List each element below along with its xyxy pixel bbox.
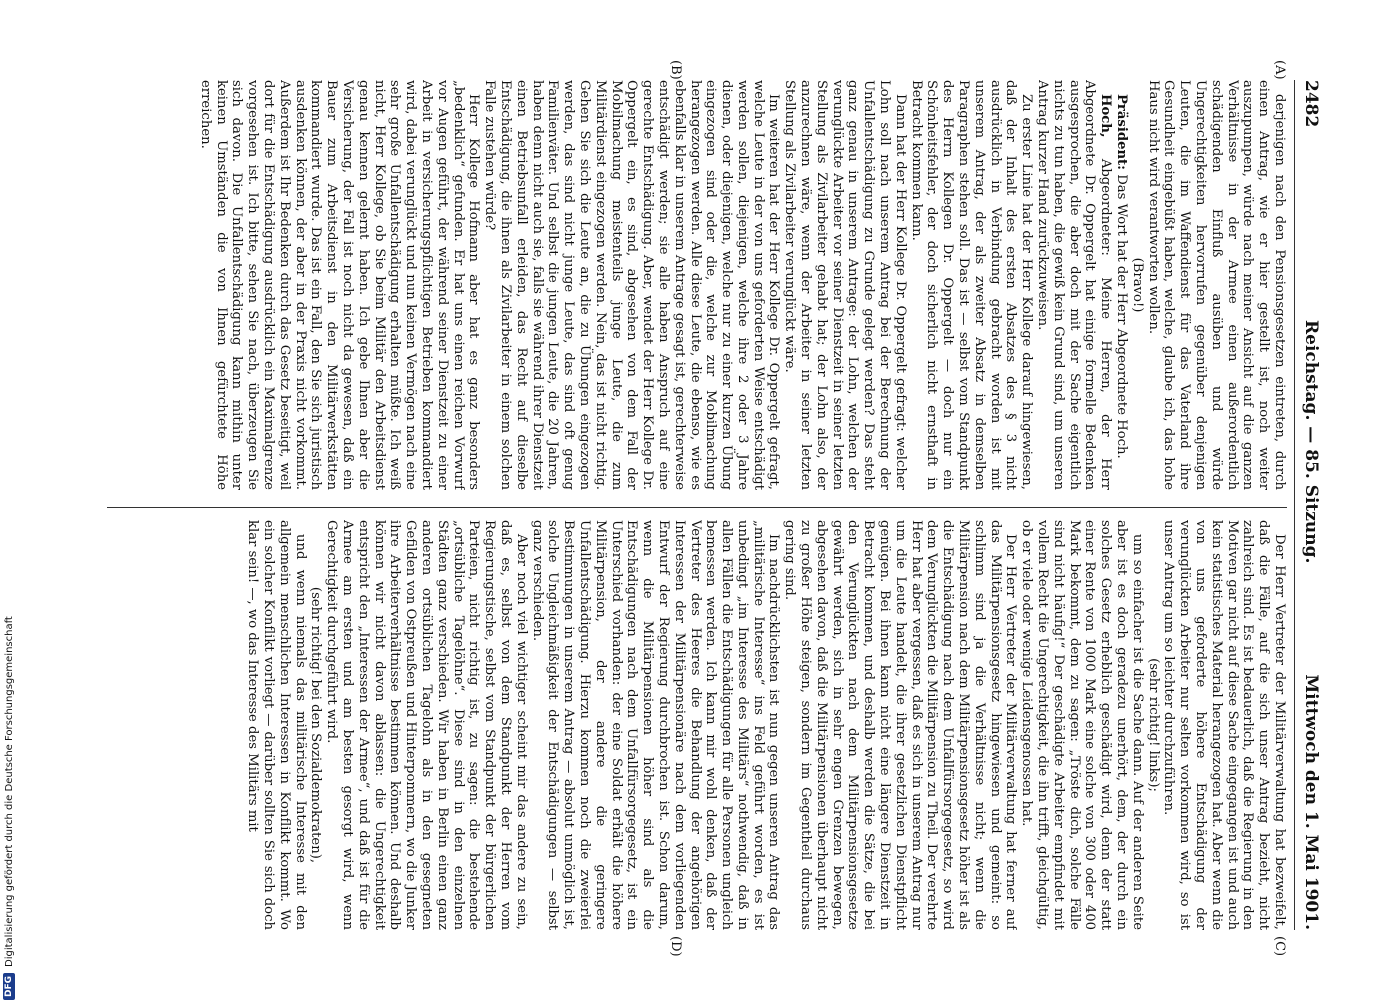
paragraph-text: Im weiteren hat der Herr Kollege Dr. Oppergelt gefragt, welche Leute in der von uns geforderten Weise entschädigt werden sollen, diejenigen, welche ihre 2 oder 3 Jahre dienen, oder diejenigen, welche nur zu einer kurzen Übung eingezogen sind oder die, welche zur Mobilmachung herangezogen werden. Alle diese Leute, die ebenso, wie es ebenfalls klar in unserem Antrage gesagt ist, gerechterweise entschädigt werden; sie alle haben Anspruch auf eine gerechte Entschädigung. Aber, wendet der Herr Kollege Dr. Oppergelt ein, es sind, abgesehen von dem Fall der Mobilmachung meistenteils junge Leute, die zum Militärdienst eingezogen werden. Nein, das ist nicht richtig. Gehen Sie sich die Leute an, die zu Übungen eingezogen werden, das sind nicht junge Leute, das sind oft genug Familienväter. Und selbst die jungen Leute, die 20 Jahren, haben denn nicht auch sie, falls sie während ihrer Dienstzeit einen Betriebsunfall erleiden, das Recht auf dieselbe Entschädigung, die ihnen als Zivilarbeiter in einem solchen Falle zustehen würde?	[482, 80, 782, 490]
paragraph-text: Aber noch viel wichtiger scheint mir das andere zu sein, daß es, selbst von dem Standpunkt der Herren vom Regierungstische, selbst vom Standpunkt der bürgerlichen Parteien, nicht richtig ist, zu sagen: die bestehende „ortsübliche Tagelöhne“. Diese sind in den einzelnen Städten ganz verschieden. Wir haben in Berlin einen ganz anderen ortsüblichen Tagelohn als in den gesegneten Gefilden von Ostpreußen und Hinterpommern, wo die Junker ihre Arbeiterverhältnisse bestimmen können. Und deshalb können wir nicht davon ablassen: die Ungerechtigkeit entspricht den „Interessen der Armee“, und daß ist für die Armee am ersten und am besten gesorgt wird, wenn Gerechtigkeit durchgeführt wird.	[324, 520, 529, 930]
paragraph	[1018, 520, 1144, 930]
margin-marker-d: (D)	[668, 936, 683, 957]
paragraph-text: Zu erster Linie hat der Herr Kollege darauf hingewiesen, daß der Inhalt des ersten Absatzes des § 3 nicht ausdrücklich in Verbindung gebracht worden ist mit unserem Antrag, der als zweiter Absatz in demselben Paragraphen stehen soll. Das ist — selbst vom Standpunkt des Herrn Kollegen Dr. Oppergelt — doch nur ein Schönheitsfehler, der doch sicherlich nicht ernsthaft in Betracht kommen kann.	[908, 80, 1035, 490]
paragraph-text: Das Wort hat der Herr Abgeordnete Hoch.	[1114, 174, 1130, 459]
paragraph	[782, 520, 1019, 930]
margin-marker-a: (A)	[1272, 60, 1287, 80]
paragraph	[1129, 80, 1145, 490]
paragraph-text: Herr Kollege Hofmann aber hat es ganz besonders „bedenklich“ gefunden. Er hat uns einen reichen Vorwurf vor Augen geführt, der während seiner Dienstzeit zu einer Arbeit in versicherungspflichtigen Betrieben kommandiert wird, dabei verunglückt und nun keinen Vermögen nach eine sehr große Unfallentschädigung erhalten müßte. Ich weiß nicht, Herr Kollege, ob Sie beim Militär den Arbeitsdienst genau kennen gelernt haben. Ich gebe Ihnen aber die Versicherung, der Fall ist noch nicht da gewesen, daß ein Bauer zum Arbeitsdienst in den Militärwerkstätten kommandiert wurde. Das ist ein Fall, den Sie sich juristisch ausdenken können, der aber in der Praxis nicht vorkommt. Außerdem ist Ihr Bedenken durch das Gesetz beseitigt, weil dort für die Entschädigung ausdrücklich ein Maximalgrenze vorgesehen ist. Ich bitte, sehen Sie nach, überzeugen Sie sich davon. Die Unfallentschädigung kann mithin unter keinen Umständen die von Ihnen gefürchtete Höhe erreichen.	[197, 80, 482, 490]
paragraph-text: (Bravo!)	[1129, 257, 1145, 313]
paragraph	[529, 520, 782, 930]
margin-marker-c: (C)	[1272, 936, 1287, 957]
paragraph	[908, 80, 1034, 490]
paragraph-text: und wenn niemals das militärische Interesse mit den allgemein menschlichen Interessen in Konflikt kommt. Wo ein solcher Konflikt vorliegt — darüber sollten Sie sich doch klar sein! —, wo das Interesse des Militärs mit	[245, 520, 308, 930]
paragraph	[1113, 80, 1129, 490]
paragraph	[1161, 520, 1287, 930]
session-title: Reichstag. — 85. Sitzung.	[1301, 320, 1321, 564]
paragraph-text: Dann hat der Herr Kollege Dr. Oppergelt gefragt: welcher Lohn soll nach unserem Antrag bei der Berechnung der Unfallentschädigung zu Grunde gelegt werden? Das steht ganz genau in unserem Antrage: der Lohn, welchen der verunglückte Arbeiter vor seiner Dienstzeit in seiner letzten Stellung als Zivilarbeiter gehabt hat; der Lohn also, der anzurechnen wäre, wenn der Arbeiter in seiner letzten Stellung als Zivilarbeiter verunglückt wäre.	[782, 80, 908, 490]
speaker-name: Hoch,	[1098, 94, 1114, 138]
paragraph-text: Der Herr Vertreter der Militärverwaltung hat ferner auf das Militärpensionsgesetz hingewiesen und gemeint: so schlimm sind ja die Verhältnisse nicht; wenn die Militärpension nach dem Militärpensionsgesetz höher ist als die Entschädigung nach dem Unfallfürsorgegesetz, so wird dem Verunglückten die Militärpension zu Theil. Der verehrte Herr hat aber vergessen, daß es sich in unserem Antrag nur um die Leute handelt, die ihrer gesetzlichen Dienstpflicht genügen. Bei ihnen kann nicht eine längere Dienstzeit in Betracht kommen, und deshalb werden die Sätze, die bei den Verunglückten nach dem Militärpensionsgesetze gewährt werden, sich in sehr engen Grenzen bewegen, abgesehen davon, daß die Militärpensionen überhaupt nicht zu großer Höhe steigen, sondern im Gegentheil durchaus gering sind.	[782, 520, 1019, 930]
paragraph-text: Der Herr Vertreter der Militärverwaltung hat bezweifelt, daß die Fälle, auf die sich unser Antrag bezieht, nicht zahlreich sind. Es ist bedauerlich, daß die Regierung in den Motiven gar nicht auf diese Sache eingegangen ist und auch kein statistisches Material herangezogen hat. Aber wenn die von uns geforderte höhere Entschädigung der verunglückten Arbeiter nur selten vorkommen wird, so ist unser Antrag um so leichter durchzuführen.	[1161, 520, 1287, 930]
session-date: Mittwoch den 1. Mai 1901.	[1301, 674, 1321, 930]
paragraph	[1145, 520, 1161, 930]
page-number: 2482	[1301, 80, 1321, 128]
right-column	[107, 520, 1287, 930]
paragraph	[244, 520, 307, 930]
paragraph-text: um so einfacher ist die Sache dann. Auf der anderen Seite aber ist es doch geradezu unerhört, dem, der durch ein solches Gesetz erheblich geschädigt wird, denn der statt einer Rente von 1000 Mark eine solche von 300 oder 400 Mark bekommt, dem zu sagen: „Tröste dich, solche Fälle sind nicht häufig!“ Der geschädigte Arbeiter empfindet mit vollem Recht die Ungerechtigkeit, die ihn trifft, gleichgültig, ob er viele oder wenige Leidensgenossen hat.	[1019, 520, 1145, 930]
digitization-credit	[0, 0, 18, 1000]
paragraph-text: Im nachdrücklichsten ist nun gegen unseren Antrag das „militärische Interesse“ ins Feld geführt worden, es ist unbedingt „im Interesse des Militärs“ nothwendig, daß in allen Fällen die Entschädigungen für alle Personen ungleich bemessen werden. Ich kann mir wohl denken, daß der Vertreter des Heeres die Behandlung der angehörigen Interessen der Militärpensionäre nach dem vorliegenden Entwurf der Regierung durchbrochen ist. Schon darum, wenn die Militärpensionen höher sind als die Entschädigungen nach dem Unfallfürsorgegesetz, ist ein Unterschied vorhanden: der eine Soldat erhält die höhere Militärpension, der andere die geringere Unfallentschädigung. Hierzu kommen noch die zweierlei Bestimmungen in unserem Antrag — absolut unmöglich ist, solche Ungleichmäßigkeit der Entschädigungen — selbst ganz verschieden.	[529, 520, 782, 930]
paragraph-text: (sehr richtig! bei den Sozialdemokraten),	[308, 586, 324, 864]
paragraph-text: derjenigen nach den Pensionsgesetzen eintreten, durch einen Antrag, wie er hier gestellt ist, noch weiter auszupumpen, würde nach meiner Ansicht auf die ganzen Verhältnisse in der Armee einen außerordentlich schädigenden Einfluß ausüben und würde Ungerechtigkeiten hervorrufen gegenüber denjenigen Leuten, die im Waffendienst für das Vaterland ihre Gesundheit eingebüßt haben, welche, glaube ich, das hohe Haus nicht wird verantworten wollen.	[1145, 80, 1287, 490]
left-column	[107, 80, 1287, 490]
paragraph	[1145, 80, 1287, 490]
paragraph	[782, 80, 908, 490]
paragraph	[323, 520, 528, 930]
paragraph	[308, 520, 324, 930]
dfg-logo: DFG	[3, 973, 15, 1000]
paragraph	[481, 80, 781, 490]
paragraph-text: (sehr richtig! links);	[1145, 658, 1161, 792]
speaker-name: Präsident:	[1114, 94, 1130, 171]
page-header	[1294, 80, 1323, 930]
paragraph-text: Abgeordneter: Meine Herren, der Herr Abgeordnete Dr. Oppergelt hat einige formelle Bedenken ausgesprochen, die aber doch mit der Sache eigentlich nichts zu tun haben, die gewiß kein Grund sind, um unseren Antrag kurzer Hand zurückzuweisen.	[1035, 80, 1114, 490]
column-divider	[107, 507, 1287, 508]
margin-marker-b: (B)	[668, 60, 683, 80]
paragraph	[1034, 80, 1113, 490]
credit-text: Digitalisierung gefördert durch die Deutsche Forschungsgemeinschaft	[3, 616, 15, 967]
paragraph	[197, 80, 481, 490]
